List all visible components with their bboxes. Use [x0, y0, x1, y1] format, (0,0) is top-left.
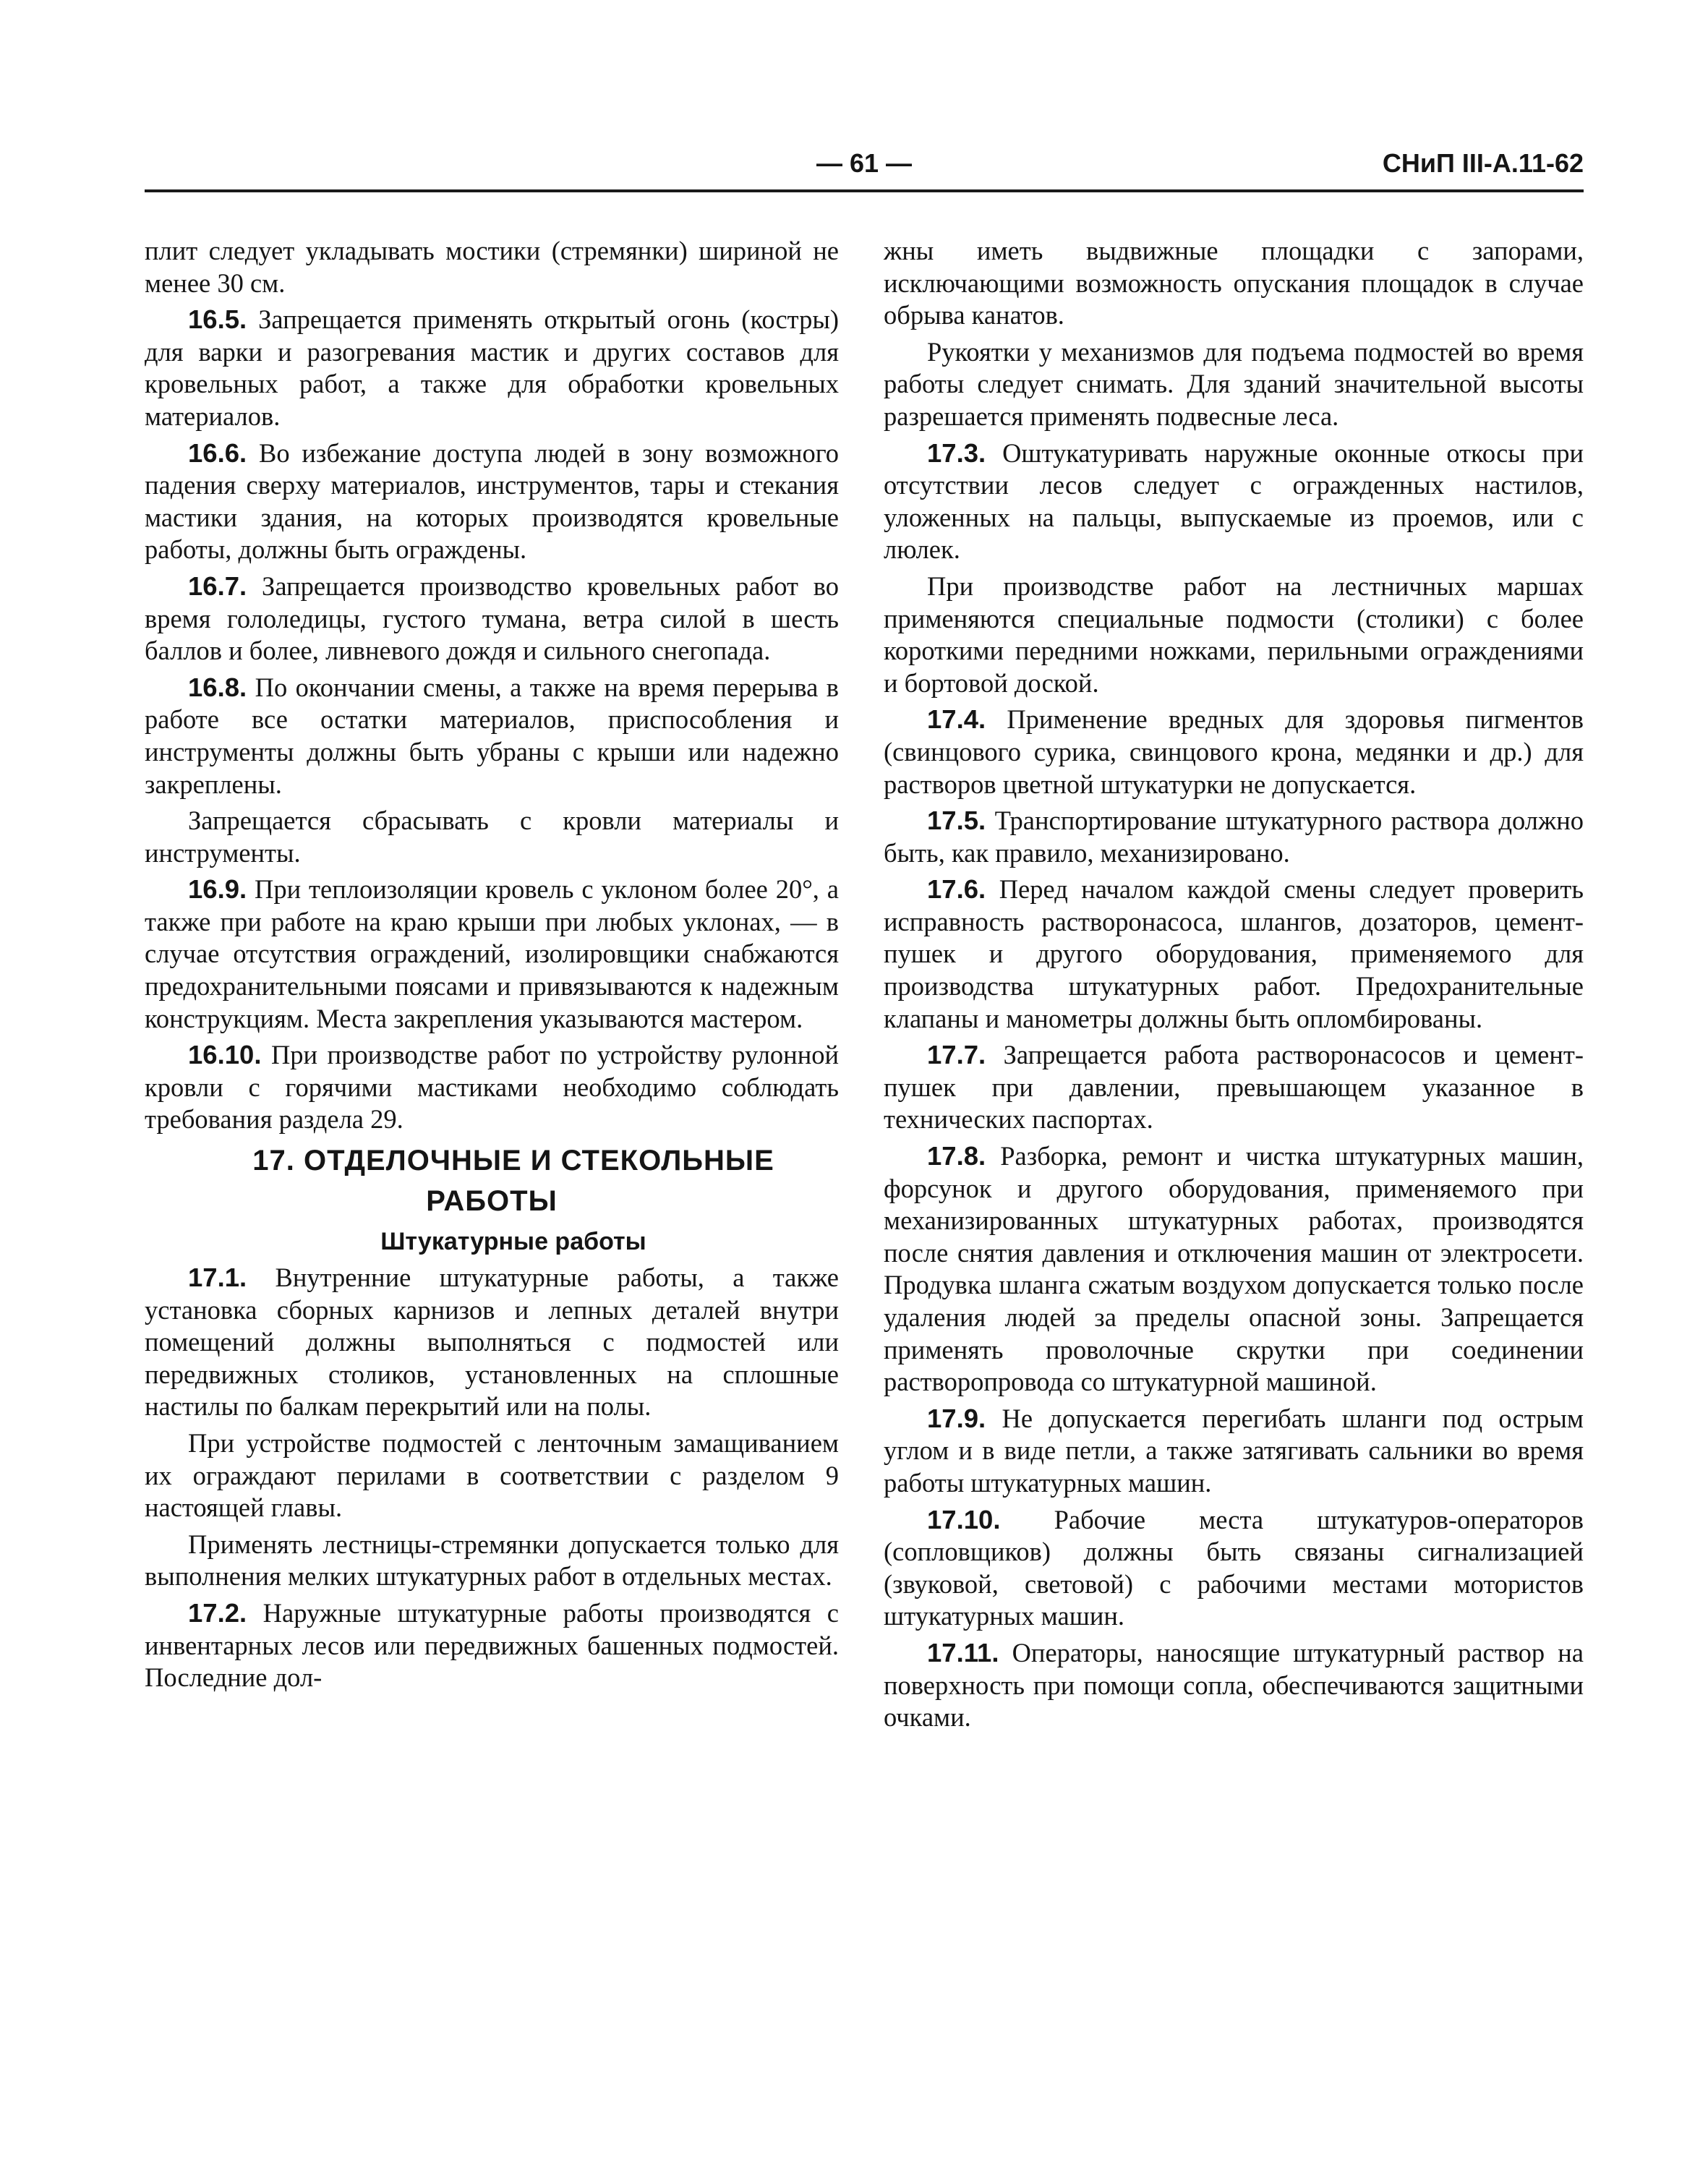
clause-text: При производстве работ по устройству рулонной кровли с горячими мастиками необходимо соблюдать требования раздела 29. [145, 1040, 840, 1135]
clause-number: 17.7. [927, 1040, 986, 1070]
clause-number: 16.9. [188, 874, 247, 905]
right-column [884, 235, 1584, 1738]
clause-number: 17.9. [927, 1403, 986, 1433]
clause-text: Наружные штукатурные работы производятся с инвентарных лесов или передвижных башенных подмостей. Последние дол- [145, 1597, 839, 1693]
clause-number: 16.6. [188, 437, 247, 468]
clause-text: Запрещается применять открытый огонь (костры) для варки и разогревания мастик и других составов для кровельных работ, а также для обработки кровельных материалов. [145, 304, 840, 431]
paragraph-17-2 [145, 1597, 839, 1694]
paragraph-continuation: плит следует укладывать мостики (стремянки) шириной не менее 30 см. [145, 236, 839, 298]
clause-text: Разборка, ремонт и чистка штукатурных машин, форсунок и другого оборудования, применяемого при механизированных штукатурных работах, производятся после снятия давления и отключения машин от электросети. Продувка шланга сжатым воздухом допускается только после удаления людей за пределы опасной зоны. Запрещается применять проволочные скрутки при соединении растворопровода со штукатурной машиной. [884, 1141, 1584, 1397]
paragraph-16-9 [145, 874, 839, 1035]
clause-text: Не допускается перегибать шланги под острым углом и в виде петли, а также затягивать сальники во время работы штукатурных машин. [884, 1403, 1584, 1498]
clause-number: 17.10. [927, 1504, 1001, 1534]
paragraph-continuation: жны иметь выдвижные площадки с запорами, исключающими возможность опускания площадок в случае обрыва канатов. [884, 236, 1584, 330]
paragraph-17-2-note: Рукоятки у механизмов для подъема подмостей во время работы следует снимать. Для зданий значительной высоты разрешается применять подвесные леса. [884, 336, 1584, 431]
clause-number: 17.8. [927, 1141, 986, 1171]
paragraph-17-3-note: При производстве работ на лестничных маршах применяются специальные подмости (столики) с более короткими передними ножками, перильными ограждениями и бортовой доской. [884, 571, 1584, 698]
clause-number: 17.6. [927, 874, 986, 905]
paragraph-17-5 [884, 805, 1584, 869]
paragraph-17-4 [884, 704, 1584, 800]
paragraph-16-8 [145, 672, 839, 800]
left-column [145, 235, 839, 1699]
clause-text: Перед началом каждой смены следует проверить исправность растворонасоса, шлангов, дозаторов, цемент-пушек и другого оборудования, применяемого для производства штукатурных работ. Предохранительные клапаны и манометры должны быть опломбированы. [884, 874, 1584, 1033]
clause-number: 16.5. [188, 304, 247, 335]
paragraph-17-9 [884, 1403, 1584, 1500]
paragraph-17-1-note: Применять лестницы-стремянки допускается только для выполнения мелких штукатурных работ в отдельных местах. [145, 1529, 839, 1592]
paragraph-17-11 [884, 1637, 1584, 1734]
clause-number: 17.3. [927, 437, 986, 468]
paragraph-17-1-note: При устройстве подмостей с ленточным замащиванием их ограждают перилами в соответствии с разделом 9 настоящей главы. [145, 1428, 839, 1523]
clause-text: При теплоизоляции кровель с уклоном более 20°, а также при работе на краю крыши при любых уклонах, — в случае отсутствия ограждений, изолировщики снабжаются предохранительными поясами и привязываются к надежным конструкциям. Места закрепления указываются мастером. [145, 874, 839, 1033]
clause-text: Запрещается работа растворонасосов и цемент-пушек при давлении, превышающем указанное в технических паспортах. [884, 1040, 1584, 1135]
section-title: 17. ОТДЕЛОЧНЫЕ И СТЕКОЛЬНЫЕ РАБОТЫ [252, 1145, 774, 1218]
paragraph-17-7 [884, 1039, 1584, 1136]
clause-text: Оштукатуривать наружные оконные откосы при отсутствии лесов следует с огражденных настилов, уложенных на пальцы, выпускаемые из проемов, или с люлек. [884, 437, 1584, 565]
page-header [145, 148, 1584, 192]
paragraph-16-5 [145, 304, 839, 432]
paragraph-17-3 [884, 437, 1584, 566]
paragraph-17-6 [884, 874, 1584, 1035]
page-number: — 61 — [816, 148, 913, 178]
paragraph-16-10 [145, 1039, 839, 1136]
clause-text: Во избежание доступа людей в зону возможного падения сверху материалов, инструментов, тары и стекания мастики здания, на которых производятся кровельные работы, должны быть ограждены. [145, 437, 840, 565]
clause-text: Внутренние штукатурные работы, а также установка сборных карнизов и лепных деталей внутри помещений должны выполняться с подмостей или передвижных столиков, установленных на сплошные настилы по балкам перекрытий или на полы. [145, 1263, 840, 1422]
clause-number: 17.5. [927, 806, 986, 836]
paragraph-17-8 [884, 1140, 1584, 1398]
paragraph-16-7 [145, 571, 839, 667]
document-code: СНиП III-А.11-62 [1382, 148, 1584, 178]
paragraph-17-10 [884, 1504, 1584, 1633]
clause-text: Операторы, наносящие штукатурный раствор на поверхность при помощи сопла, обеспечиваются защитными очками. [884, 1637, 1584, 1733]
clause-text: Транспортирование штукатурного раствора должно быть, как правило, механизировано. [884, 806, 1584, 868]
clause-number: 17.4. [927, 704, 986, 735]
header-rule [145, 189, 1584, 192]
clause-number: 16.10. [188, 1040, 262, 1070]
clause-text: Запрещается производство кровельных работ во время гололедицы, густого тумана, ветра силой в шесть баллов и более, ливневого дождя и сильного снегопада. [145, 571, 839, 666]
clause-number: 17.2. [188, 1597, 247, 1628]
paragraph-16-8-note: Запрещается сбрасывать с кровли материалы и инструменты. [145, 806, 839, 868]
clause-text: Рабочие места штукатуров-операторов (сопловщиков) должны быть связаны сигнализацией (звуковой, световой) с рабочими местами мотористов штукатурных машин. [884, 1504, 1584, 1631]
clause-number: 16.8. [188, 672, 247, 702]
clause-text: По окончании смены, а также на время перерыва в работе все остатки материалов, приспособления и инструменты должны быть убраны с крыши или надежно закреплены. [145, 672, 840, 799]
clause-number: 17.1. [188, 1263, 247, 1293]
clause-number: 16.7. [188, 571, 247, 601]
paragraph-17-1 [145, 1262, 839, 1423]
subsection-title: Штукатурные работы [380, 1228, 646, 1256]
clause-text: Применение вредных для здоровья пигментов (свинцового сурика, свинцового крона, медянки и др.) для растворов цветной штукатурки не допускается. [884, 704, 1584, 799]
clause-number: 17.11. [927, 1637, 999, 1667]
paragraph-16-6 [145, 437, 839, 566]
